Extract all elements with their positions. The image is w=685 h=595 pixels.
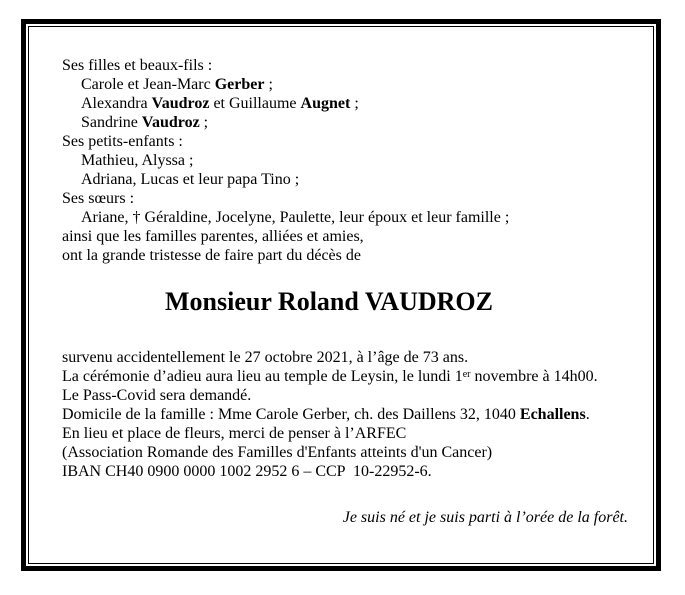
notice-line: [62, 94, 628, 113]
notice-line: [62, 443, 628, 462]
text-segment: (Association Romande des Familles d'Enfants atteints d'un Cancer): [62, 444, 493, 461]
notice-line: [62, 113, 628, 132]
text-segment: Ses petits-enfants :: [62, 133, 183, 150]
text-segment: En lieu et place de fleurs, merci de penser à l’ARFEC: [62, 425, 407, 442]
notice-line: [62, 151, 628, 170]
text-segment: Ses filles et beaux-fils :: [62, 57, 213, 74]
notice-line: [62, 132, 628, 151]
notice-line: [62, 56, 628, 75]
notice-line: [62, 227, 628, 246]
text-segment: IBAN CH40 0900 0000 1002 2952 6 – CCP 10-22952-6.: [62, 463, 432, 480]
text-segment: .: [585, 406, 590, 423]
death-notice-frame: [21, 19, 661, 571]
ceremony-details: [62, 348, 628, 481]
text-segment: novembre à 14h00.: [470, 368, 598, 385]
death-notice-inner-border: [28, 26, 654, 564]
text-segment: Alexandra: [81, 95, 152, 112]
text-segment: ainsi que les familles parentes, alliées et amies,: [62, 228, 364, 245]
notice-line: [62, 424, 628, 443]
text-segment: Mathieu, Alyssa ;: [81, 152, 194, 169]
text-segment: ont la grande tristesse de faire part du décès de: [62, 247, 361, 264]
text-segment: Ariane, † Géraldine, Jocelyne, Paulette, leur époux et leur famille ;: [81, 209, 510, 226]
notice-line: [62, 208, 628, 227]
text-segment: Ses sœurs :: [62, 190, 135, 207]
text-segment: Sandrine: [81, 114, 142, 131]
notice-line: [62, 246, 628, 265]
notice-line: [62, 462, 628, 481]
notice-line: [62, 386, 628, 405]
text-segment: Augnet: [300, 95, 351, 112]
text-segment: Gerber: [214, 76, 265, 93]
deceased-name: Monsieur Roland VAUDROZ: [165, 287, 493, 316]
notice-line: [62, 189, 628, 208]
text-segment: et Guillaume: [209, 95, 301, 112]
death-notice-content: [29, 27, 653, 527]
text-segment: Vaudroz: [151, 95, 210, 112]
text-segment: Echallens: [519, 406, 586, 423]
notice-line: [62, 348, 628, 367]
notice-line: [62, 405, 628, 424]
text-segment: Carole et Jean-Marc: [81, 76, 215, 93]
text-segment: Le Pass-Covid sera demandé.: [62, 387, 252, 404]
text-segment: ;: [350, 95, 359, 112]
text-segment: La cérémonie d’adieu aura lieu au temple de Leysin, le lundi 1: [62, 368, 463, 385]
text-segment: Adriana, Lucas et leur papa Tino ;: [81, 171, 300, 188]
text-segment: ;: [264, 76, 273, 93]
notice-line: [62, 367, 628, 386]
text-segment: Domicile de la famille : Mme Carole Gerber, ch. des Daillens 32, 1040: [62, 406, 520, 423]
epitaph: Je suis né et je suis parti à l’orée de la forêt.: [342, 509, 628, 526]
notice-line: [62, 170, 628, 189]
notice-line: [62, 75, 628, 94]
text-segment: survenu accidentellement le 27 octobre 2021, à l’âge de 73 ans.: [62, 349, 469, 366]
text-segment: ;: [199, 114, 209, 131]
family-list: [62, 56, 628, 265]
text-segment: Vaudroz: [141, 114, 200, 131]
ordinal-superscript: er: [462, 368, 471, 380]
